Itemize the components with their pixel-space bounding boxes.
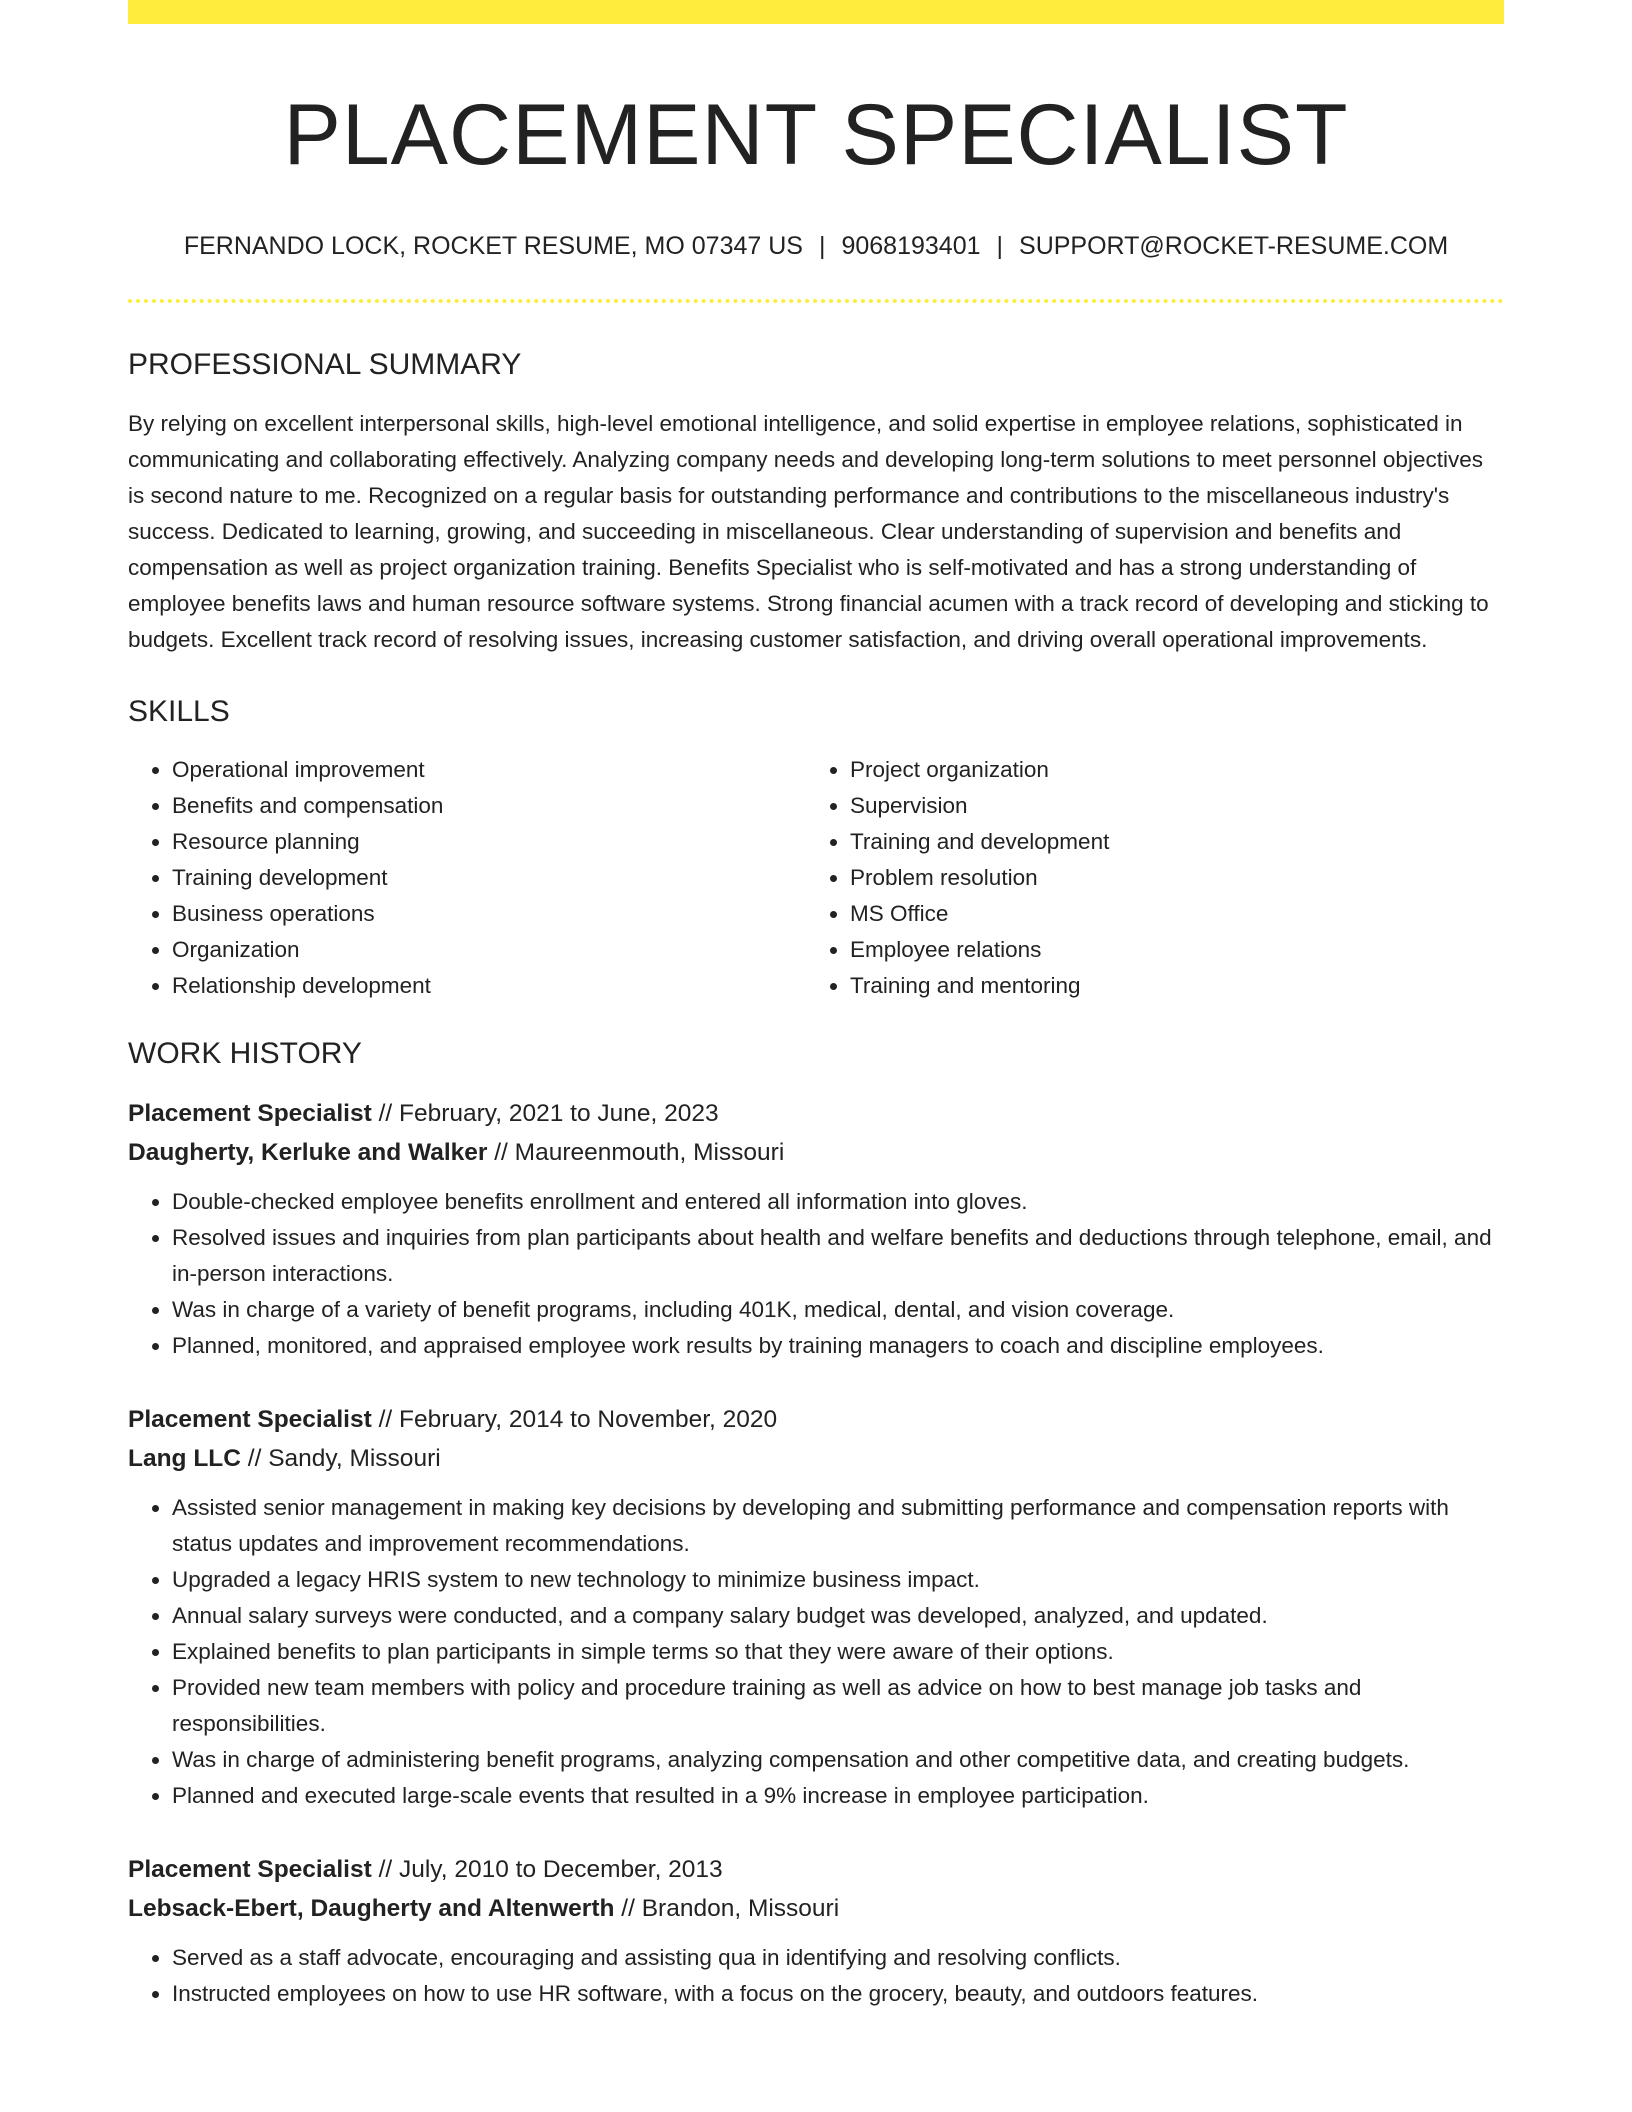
skill-item: • Training development (172, 860, 806, 896)
job-company-line (128, 1439, 1504, 1478)
skill-item: • Problem resolution (850, 860, 1484, 896)
job-dates: // February, 2021 to June, 2023 (371, 1100, 719, 1128)
job-bullets (128, 1490, 1504, 1814)
job-title: Placement Specialist (128, 1100, 372, 1128)
job-title-line (128, 1400, 1504, 1439)
job-bullet: • Assisted senior management in making key decisions by developing and submitting performance and compensation reports with status updates and improvement recommendations. (172, 1490, 1504, 1562)
job-company: Daugherty, Kerluke and Walker (128, 1139, 488, 1167)
job-company-line (128, 1133, 1504, 1172)
job-bullet: • Planned and executed large-scale events that resulted in a 9% increase in employee participation. (172, 1778, 1504, 1814)
job-bullet: • Double-checked employee benefits enrollment and entered all information into gloves. (172, 1184, 1504, 1220)
job-location: // Sandy, Missouri (240, 1445, 441, 1473)
work-history-heading: WORK HISTORY (128, 1037, 362, 1071)
skill-item: • Project organization (850, 752, 1484, 788)
skill-item: • Resource planning (172, 824, 806, 860)
skill-item: • Employee relations (850, 932, 1484, 968)
contact-separator: | (996, 232, 1004, 261)
contact-address: FERNANDO LOCK, ROCKET RESUME, MO 07347 US (183, 232, 803, 261)
contact-email: SUPPORT@ROCKET-RESUME.COM (1019, 232, 1449, 261)
contact-line (128, 231, 1504, 261)
job-title: Placement Specialist (128, 1406, 372, 1434)
job-entry (128, 1850, 1504, 2012)
job-bullet: • Provided new team members with policy and procedure training as well as advice on how to best manage job tasks and responsibilities. (172, 1670, 1504, 1742)
job-entry (128, 1094, 1504, 1364)
contact-phone: 9068193401 (841, 232, 981, 261)
job-company: Lang LLC (128, 1445, 241, 1473)
skill-item: • Operational improvement (172, 752, 806, 788)
job-company: Lebsack-Ebert, Daugherty and Altenwerth (128, 1895, 615, 1923)
dotted-divider (128, 299, 1504, 303)
skills-list (128, 752, 1504, 1004)
job-company-line (128, 1889, 1504, 1928)
skill-item: • Benefits and compensation (172, 788, 806, 824)
job-bullet: • Planned, monitored, and appraised employee work results by training managers to coach and discipline employees. (172, 1328, 1504, 1364)
job-bullet: • Explained benefits to plan participants in simple terms so that they were aware of their options. (172, 1634, 1504, 1670)
skill-item: • Training and mentoring (850, 968, 1484, 1004)
job-location: // Brandon, Missouri (614, 1895, 840, 1923)
skill-item: • Business operations (172, 896, 806, 932)
skills-column-left (128, 752, 806, 1004)
skill-item: • Organization (172, 932, 806, 968)
page-title: PLACEMENT SPECIALIST (283, 87, 1349, 183)
contact-separator: | (818, 232, 826, 261)
skill-item: • Training and development (850, 824, 1484, 860)
skill-item: • MS Office (850, 896, 1484, 932)
job-dates: // July, 2010 to December, 2013 (371, 1856, 723, 1884)
job-bullet: • Instructed employees on how to use HR software, with a focus on the grocery, beauty, and outdoors features. (172, 1976, 1504, 2012)
job-title: Placement Specialist (128, 1856, 372, 1884)
job-bullets (128, 1940, 1504, 2012)
summary-heading: PROFESSIONAL SUMMARY (128, 348, 522, 382)
job-location: // Maureenmouth, Missouri (487, 1139, 785, 1167)
skill-item: • Relationship development (172, 968, 806, 1004)
job-bullet: • Was in charge of a variety of benefit programs, including 401K, medical, dental, and vision coverage. (172, 1292, 1504, 1328)
job-bullet: • Annual salary surveys were conducted, and a company salary budget was developed, analyzed, and updated. (172, 1598, 1504, 1634)
job-entry (128, 1400, 1504, 1814)
resume-page (128, 0, 1504, 2012)
job-bullet: • Upgraded a legacy HRIS system to new technology to minimize business impact. (172, 1562, 1504, 1598)
summary-text: By relying on excellent interpersonal skills, high-level emotional intelligence, and solid expertise in employee relations, sophisticated in communicating and collaborating effectively. Analyzing company needs and developing long-term solutions to meet personnel objectives is second nature to me. Recognized on a regular basis for outstanding performance and contributions to the miscellaneous industry's success. Dedicated to learning, growing, and succeeding in miscellaneous. Clear understanding of supervision and benefits and compensation as well as project organization training. Benefits Specialist who is self-motivated and has a strong understanding of employee benefits laws and human resource software systems. Strong financial acumen with a track record of developing and sticking to budgets. Excellent track record of resolving issues, increasing customer satisfaction, and driving overall operational improvements. (128, 411, 1489, 653)
job-title-line (128, 1094, 1504, 1133)
top-accent-bar (128, 0, 1504, 24)
job-bullet: • Was in charge of administering benefit programs, analyzing compensation and other competitive data, and creating budgets. (172, 1742, 1504, 1778)
skills-heading: SKILLS (128, 695, 230, 729)
skills-column-right (806, 752, 1484, 1004)
job-dates: // February, 2014 to November, 2020 (371, 1406, 778, 1434)
job-bullet: • Served as a staff advocate, encouraging and assisting qua in identifying and resolving conflicts. (172, 1940, 1504, 1976)
job-title-line (128, 1850, 1504, 1889)
job-bullets (128, 1184, 1504, 1364)
skill-item: • Supervision (850, 788, 1484, 824)
job-bullet: • Resolved issues and inquiries from plan participants about health and welfare benefits and deductions through telephone, email, and in-person interactions. (172, 1220, 1504, 1292)
